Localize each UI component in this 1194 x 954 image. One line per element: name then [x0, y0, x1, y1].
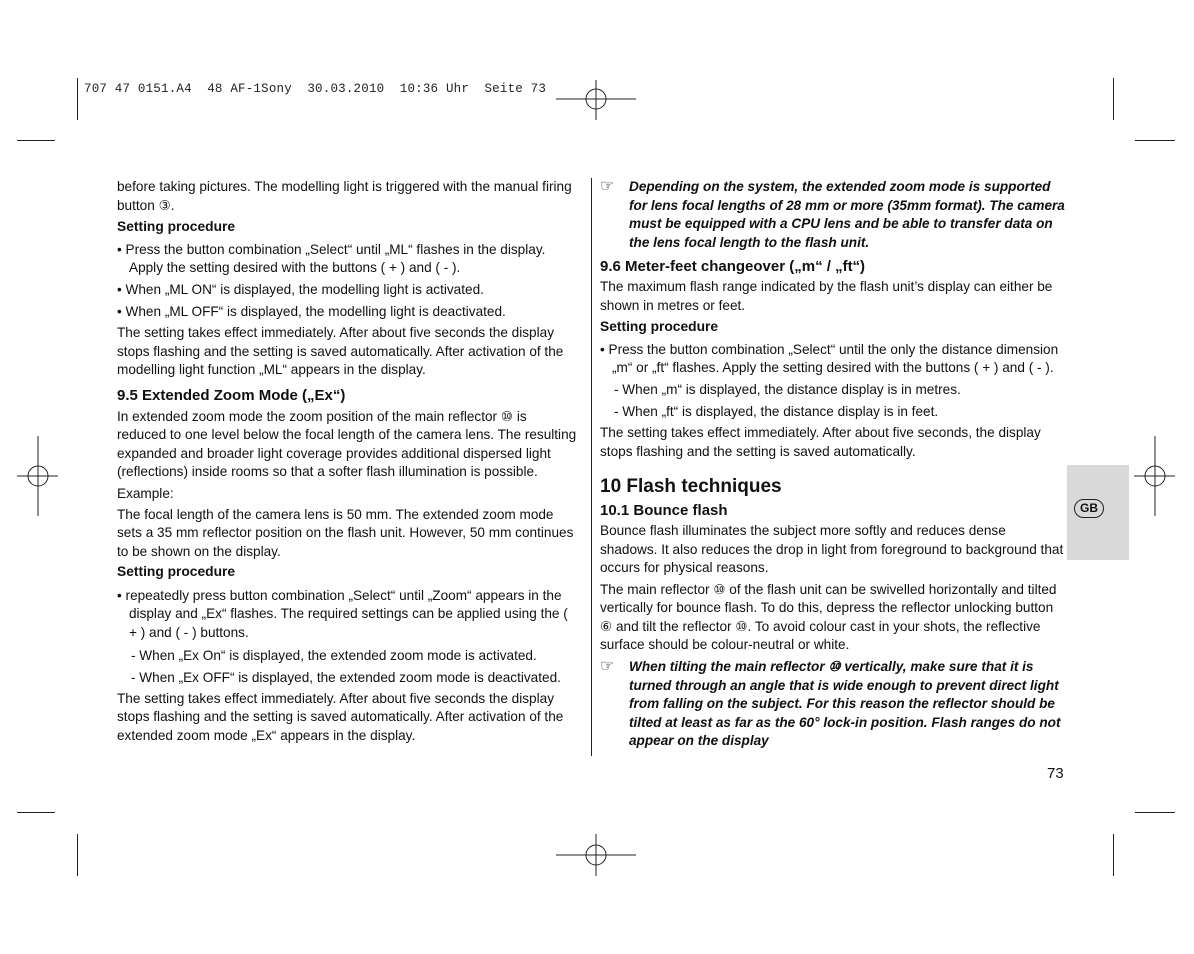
note-text: When tilting the main reflector ⑩ vertically, make sure that it is turned through an angle that is wide enough to prevent direct light from falling on the subject. For this reason the reflector should be tilted at least as far as the 60° lock-in position. Flash ranges do not appear on the display — [629, 659, 1061, 749]
list-item: • repeatedly press button combination „Select“ until „Zoom“ appears in the display and „Ex“ flashes. The required settings can be applied using the ( + ) and ( - ) buttons. — [117, 587, 568, 641]
setting-procedure-heading: Setting procedure — [600, 319, 719, 335]
body-text: The setting takes effect immediately. After about five seconds the display stops flashing and the setting is saved automatically. After activation of the modelling light function „ML“ appears in the display. — [117, 325, 564, 378]
right-column — [600, 178, 1066, 751]
left-column — [117, 178, 579, 746]
section-heading-10-1: 10.1 Bounce flash — [600, 502, 728, 520]
section-heading-9-6: 9.6 Meter-feet changeover („m“ / „ft“) — [600, 258, 866, 276]
pointing-hand-icon: ☞ — [600, 178, 615, 195]
body-text: The focal length of the camera lens is 50 mm. The extended zoom mode sets a 35 mm reflector position on the flash unit. However, 50 mm continues to be shown on the display. — [117, 506, 574, 559]
body-text: In extended zoom mode the zoom position of the main reflector ⑩ is reduced to one level below the focal length of the camera lens. The resulting expanded and broader light coverage provides additional dispersed light (reflections) inside rooms so that a softer flash illumination is possible. — [117, 408, 577, 480]
body-text: Bounce flash illuminates the subject more softly and reduces dense shadows. It also reduces the drop in light from foreground to background that occurs for physical reasons. — [600, 522, 1064, 576]
language-badge: GB — [1074, 499, 1104, 518]
list-subitem: - When „m“ is displayed, the distance display is in metres. — [614, 381, 961, 397]
body-text: The setting takes effect immediately. After about five seconds the display stops flashing and the setting is saved automatically. After activation of the extended zoom mode „Ex“ appears in the display. — [117, 690, 564, 744]
example-label: Example: — [117, 485, 174, 501]
body-text: The setting takes effect immediately. After about five seconds, the display stops flashing and the setting is saved automatically. — [600, 425, 1041, 459]
body-text: The main reflector ⑩ of the flash unit can be swivelled horizontally and tilted vertically for bounce flash. To do this, depress the reflector unlocking button ⑥ and tilt the reflector ⑩. To avoid colour cast in your shots, the reflective surface should be colour-neutral or white. — [600, 581, 1057, 653]
setting-procedure-heading: Setting procedure — [117, 219, 236, 235]
column-divider — [591, 178, 592, 756]
setting-procedure-heading: Setting procedure — [117, 564, 236, 580]
list-subitem: - When „Ex OFF“ is displayed, the extended zoom mode is deactivated. — [131, 670, 561, 686]
list-item: • Press the button combination „Select“ until the only the distance dimension „m“ or „ft“ flashes. Apply the setting desired with the buttons ( + ) and ( - ). — [600, 341, 1059, 376]
body-text: The maximum flash range indicated by the flash unit’s display can either be shown in metres or feet. — [600, 278, 1053, 313]
list-item: • When „ML ON“ is displayed, the modelling light is activated. — [117, 281, 484, 297]
pointing-hand-icon: ☞ — [600, 658, 615, 676]
list-subitem: - When „ft“ is displayed, the distance display is in feet. — [614, 403, 939, 419]
list-item: • Press the button combination „Select“ until „ML“ flashes in the display. Apply the setting desired with the buttons ( + ) and ( - ). — [117, 241, 546, 276]
list-item: • When „ML OFF“ is displayed, the modelling light is deactivated. — [117, 303, 506, 319]
note-callout — [600, 178, 1066, 252]
note-text: Depending on the system, the extended zoom mode is supported for lens focal lengths of 28 mm or more (35mm format). The camera must be equipped with a CPU lens and be able to transfer data on the lens focal length to the flash unit. — [629, 179, 1065, 250]
page-number: 73 — [1047, 765, 1064, 782]
note-callout — [600, 658, 1066, 751]
chapter-heading-10: 10 Flash techniques — [600, 476, 782, 498]
intro-text: before taking pictures. The modelling light is triggered with the manual firing button ③. — [117, 179, 572, 213]
list-subitem: - When „Ex On“ is displayed, the extended zoom mode is activated. — [131, 647, 537, 663]
print-slug: 707 47 0151.A4 48 AF-1Sony 30.03.2010 10:36 Uhr Seite 73 — [84, 82, 547, 96]
section-heading-9-5: 9.5 Extended Zoom Mode („Ex“) — [117, 386, 346, 404]
